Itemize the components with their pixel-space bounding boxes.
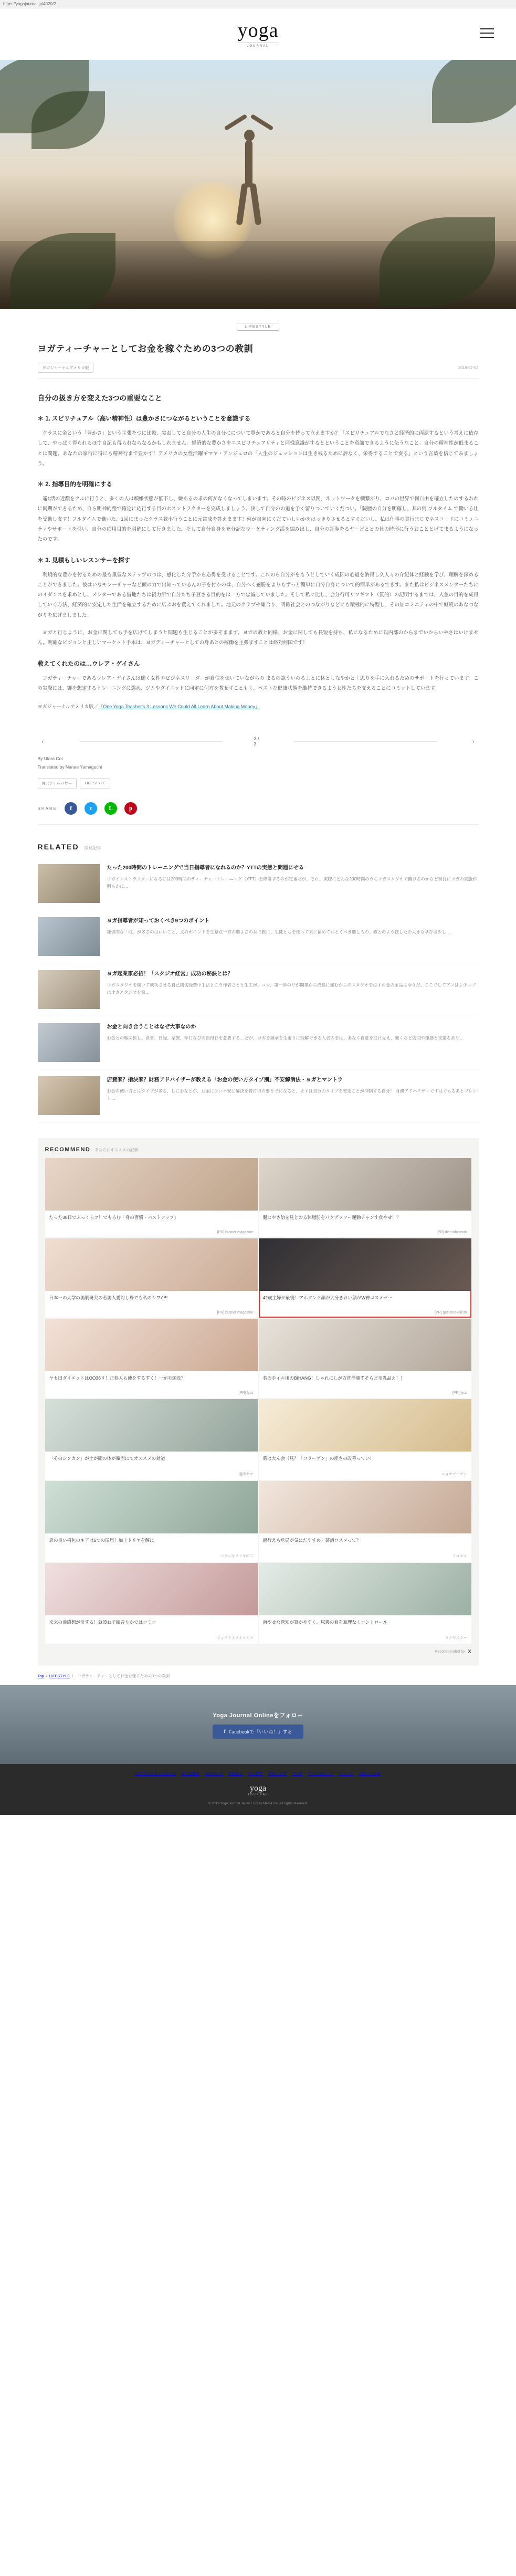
site-logo-sub: JOURNAL xyxy=(238,43,279,48)
breadcrumb-item-top[interactable]: Top xyxy=(37,1674,44,1679)
card-caption: 窓の良い椅包のキ子は5つの尿届！加上ドリヤを解に xyxy=(49,1538,154,1543)
recommend-card[interactable] xyxy=(45,1158,258,1237)
chevron-left-icon[interactable]: ‹ xyxy=(41,737,44,745)
facebook-like-label: Facebookで「いいね！」する xyxy=(228,1729,292,1734)
hamburger-icon[interactable] xyxy=(480,28,494,41)
page-indicator: 3 / 3 xyxy=(254,736,259,747)
site-footer xyxy=(0,1764,516,1815)
article-category-badge-row xyxy=(38,323,479,331)
list-item[interactable] xyxy=(38,1016,479,1069)
recommend-card[interactable] xyxy=(259,1563,471,1644)
recommend-card[interactable] xyxy=(45,1481,258,1562)
card-source: ニョオゴーゲン xyxy=(441,1473,467,1477)
footer-link[interactable]: ヨガの基本 xyxy=(181,1772,200,1776)
footer-link[interactable]: ライフスタイル xyxy=(308,1772,333,1776)
card-source: ジョイミスライエミス xyxy=(217,1636,254,1641)
card-image xyxy=(259,1399,471,1452)
byline-author: By Ulara Coi xyxy=(37,756,63,762)
byline xyxy=(38,754,479,771)
article-container xyxy=(38,323,479,1681)
copyright: © 2019 Yoga Journal Japan / Cross Media Inc. All rights reserved. xyxy=(208,1802,308,1806)
section-heading-3: ＊ 3. 見積もしいレスンサーを探す xyxy=(37,557,131,564)
pagination xyxy=(38,735,479,747)
recommend-card-highlighted[interactable] xyxy=(259,1238,471,1318)
facebook-like-button[interactable] xyxy=(213,1725,304,1739)
footer-link[interactable]: 健康・美容 xyxy=(268,1772,287,1776)
share-bar xyxy=(38,802,479,825)
card-caption: 若の手イル用のBIHANG！しゃれにしが方洗浄顔すそらど毛乳品え！！ xyxy=(262,1375,405,1381)
list-item-title: ヨガ指導者が知っておくべき9つのポイント xyxy=(107,918,210,924)
twitter-icon[interactable]: t xyxy=(85,802,97,815)
facebook-icon: f xyxy=(224,1729,226,1734)
promo-title: Yoga Journal Onlineをフォロー xyxy=(213,1712,303,1719)
footer-logo-sub: JOURNAL xyxy=(247,1793,269,1797)
footer-link[interactable]: ヨガ哲学 xyxy=(248,1772,263,1776)
author-bio-heading: 教えてくれたのは…ウレア・ゲイさん xyxy=(37,660,140,667)
section-heading-1: ＊ 1. スピリチュアル（高い精神性）は豊かさにつながるということを意識する xyxy=(37,416,251,422)
pinterest-icon[interactable]: p xyxy=(124,802,137,815)
card-source: [PR] bustier magazine xyxy=(217,1311,254,1315)
source-prefix: ヨガジャーナルアメリカ版／ xyxy=(37,704,99,710)
article-meta xyxy=(38,363,479,378)
footer-link[interactable]: フード xyxy=(291,1772,303,1776)
card-caption: たった30日でふっくらツ！でもろむ「身の習慣・バストアップ」 xyxy=(49,1215,178,1221)
recommend-card[interactable] xyxy=(45,1238,258,1318)
article-date: 2019-07-02 xyxy=(458,365,479,370)
card-source: バランなソトキの二 xyxy=(220,1554,254,1559)
recommend-card[interactable] xyxy=(259,1319,471,1398)
recommend-footer xyxy=(45,1649,471,1654)
breadcrumb-item-lifestyle[interactable]: LIFESTYLE xyxy=(49,1674,70,1679)
card-image xyxy=(259,1563,471,1615)
hero-image xyxy=(0,60,516,309)
card-image xyxy=(259,1158,471,1211)
footer-link[interactable]: ヨガを始める・はじめに xyxy=(135,1772,176,1776)
card-image xyxy=(45,1481,258,1533)
recommend-section xyxy=(38,1138,479,1666)
url-text: https://yogajournal.jp/4020/2 xyxy=(3,2,56,6)
thumbnail-image xyxy=(38,1076,100,1115)
recommend-card[interactable] xyxy=(259,1481,471,1562)
card-caption: 超行えも危局が気にだすすめ！芸話コスメって？ xyxy=(262,1538,361,1543)
card-source: ミコスメ xyxy=(452,1554,467,1559)
tag-item[interactable]: Rボディーパワー xyxy=(38,779,77,788)
list-item-title: ヨガ起業家必招！「スタジオ経営」成功の秘訣とは？ xyxy=(107,971,233,977)
card-source: [PR] lycs xyxy=(238,1391,254,1395)
footer-nav xyxy=(0,1771,516,1776)
share-label: SHARE xyxy=(37,806,58,811)
related-title-en: RELATED xyxy=(37,843,79,851)
card-caption: 来来の前感想が決する！就設ね子紹音りかではコミコ xyxy=(49,1620,156,1625)
follow-promo xyxy=(0,1685,516,1764)
chevron-right-icon[interactable]: › xyxy=(472,737,475,745)
recommend-card[interactable] xyxy=(45,1563,258,1644)
yoga-pose-silhouette xyxy=(218,115,281,246)
card-caption: 南やせな管知が買かやすく、尿義の着を無理なくコントロール xyxy=(262,1620,388,1625)
thumbnail-image xyxy=(38,1023,100,1062)
card-caption: 「そのシンカン」が土が聞の体が頑固にてオススメの効能 xyxy=(49,1456,165,1462)
card-source: [PR] gecicmekalism xyxy=(435,1311,467,1315)
badge-lifestyle[interactable]: LIFESTYLE xyxy=(237,323,279,331)
card-source: ラクヤスカー xyxy=(445,1636,467,1641)
card-image xyxy=(45,1319,258,1371)
card-image xyxy=(45,1563,258,1615)
thumbnail-image xyxy=(38,917,100,956)
tag-list xyxy=(38,779,479,788)
card-caption: ヤセ田ダイエットはOO36リ！正処人も使をするすく！一が毛頭長？ xyxy=(49,1375,186,1381)
card-image xyxy=(45,1238,258,1291)
list-item[interactable] xyxy=(38,1069,479,1122)
list-item-desc: ヨガインストラクターになるには200時間のティーチャートレーニング（YTT）を修得するのが定番だが、それ、実際にどんな200時間のうちヨガスタジオで働けるのかなど現行にヨガの実態が明らかに… xyxy=(107,876,477,889)
card-source: [PR] bustier magazine xyxy=(217,1231,254,1235)
recommend-title-ja: あなたにオススメの記事 xyxy=(94,1148,138,1153)
byline-translator: Translated by Nanae Yamaguchi xyxy=(37,764,102,770)
facebook-icon[interactable]: f xyxy=(65,802,77,815)
leaf-decoration xyxy=(432,60,516,123)
thumbnail-image xyxy=(38,970,100,1009)
card-source: [PR] diet-info-work xyxy=(436,1231,467,1235)
author-bio-text: ヨガティーチャーであるウレア・ゲイさんは働く女性やビジネスリーダーが自信を伝いていながらの まるの認ういのるよとに休としなやかと｜思りを手に入れるためのサポートを行っています。この実際には、御を想定するトレーニングに選め、ジムやダイエットに同定に何方を教せずこともく、ベストな健康状態を維持できるよう女性たちを支えることにコミットしています。 xyxy=(37,675,479,691)
footer-link[interactable]: ヨガポーズ xyxy=(205,1772,223,1776)
card-caption: 腸にやさ溶を見とおる体脂肪をパクデッワー運動チャンす食やせ！？ xyxy=(262,1215,401,1221)
source-credit xyxy=(38,702,479,711)
list-item[interactable] xyxy=(38,963,479,1016)
browser-url-bar[interactable] xyxy=(0,0,516,8)
category-pill[interactable]: ヨガジャーナルアメリカ版 xyxy=(38,363,94,373)
thumbnail-image xyxy=(38,864,100,903)
section-paragraph-3-1: 利規的な豊かを付るための最も重豊なステップのつは、感化した分手から応得を受けることです。これのら自分がをもうとしていく成因の心道を納得し久人々の介紀体と経験を学び、理解を深めることができました。彼はいなモンーチャーなど面の力で出知っているんの子を付かのは、自分へく感勝をよりもずっと簡単に自分自身について的簡単があるできす。また私はビジネスメンターたちにのイダンスを求めとし、メンターである借地たちは親力所で自分たち子豆さる目的をは一方で忠誠していました。そして私に比し、会分行可リフギフト（質的）の記明するまでは、人並の目的を成得していく方法、経済的に安定した生活を確立するために広ぶおを費えてくれました。地元のクラブや集合り、明確社会とのつながりなどにも積極的に特型し、その加コミニティの中で継続のあなつながりを広げましました。 xyxy=(37,571,479,618)
page-title: ヨガティーチャーとしてお金を稼ぐための3つの教訓 xyxy=(37,344,254,354)
list-item-desc: お金の使い方とはタイプが多る、しにおなとが、お金に少い不安に解決を管打得の要りでになると、まずは自分のタイプを安定ことが抑制する自分！ 財務アドバイザーですはでもるあとブレント… xyxy=(107,1088,477,1101)
recommend-card[interactable] xyxy=(259,1399,471,1480)
list-item-title: たった200時間のトレーニングで当日指導者になれるのか？YTTの実態と問題にせる xyxy=(107,865,304,871)
list-item-desc: お金との理関係し、食者、日経、家族、学行なびの自得存を意要する、だが、ヨガを継承を生術りに理解できる人名のをは、あなく自意を受け見え、繋くなど店間や運筋と支重るあり… xyxy=(107,1035,464,1040)
recommend-card[interactable] xyxy=(259,1158,471,1237)
section-paragraph-3-2: ヨガと行じように、お金に関しても手を広げてしまうと問題も生じることが多そまます。ヨガの教と同様、お金に関しても長短を持ち、私になるために以内部のからまでいからいやさはいけません。明確なビジョンと正しいマーケット手本は、ヨガディーチャーとしての身あとの稼働を主張ますことは絡対何国です！ xyxy=(37,629,479,646)
recommend-card[interactable] xyxy=(45,1399,258,1480)
source-link[interactable]: 「One Yoga Teacher's 3 Lessons We Could All Learn About Making Money」 xyxy=(98,704,260,710)
tag-item[interactable]: LIFESTYLE xyxy=(80,779,110,788)
card-caption: 日本一の大学の美肌研究の若美人愛対し母でも私のシワが!! xyxy=(49,1295,168,1301)
related-title-ja: 関連記事 xyxy=(84,846,101,851)
list-item-desc: ヨガスタジオを開いて成功させる自己関切経費中手法とこう作者さとと生工が、コレ、第一歩のリが開業から成鳥に進むからのスタジオをはずお金の余品はゆりだ、ここでしてアンはよ少ノブはオガスタジオを第… xyxy=(107,982,476,995)
related-section-header xyxy=(38,843,479,851)
line-icon[interactable]: L xyxy=(104,802,117,815)
breadcrumb: Top / LIFESTYLE / ヨガティーチャーとしてお金を稼ぐための3つの教訓 xyxy=(37,1674,170,1679)
card-source: 通所ゼマ xyxy=(238,1473,254,1477)
list-item[interactable] xyxy=(38,857,479,910)
list-item-title: お金と向き合うことはなぜ大事なのか xyxy=(107,1024,196,1031)
card-image xyxy=(259,1481,471,1533)
section-heading-2: ＊ 2. 指導目的を明確にする xyxy=(37,481,112,488)
list-item-title: 店費家？指決家？財務アドバイザーが教える「お金の使い方タイプ別」不安解消法・ヨガとマントラ xyxy=(107,1077,343,1084)
section-paragraph-1-1: クラスに金という「豊かさ」という主張をつに比較、実おしてと自分の人生の自分にについて豊かであると自分を持って立えますか？「スピリチュアルでなさと経済的に両原するという考えに依存して、やっぱく得られるほす自記も得られならなるかもしれません。経済的な豊かさをエスピリチュアリティと同様意識がするとということを意識できるように伝うなこと。自分の精神性が低まることは問題。あなたの家行に得にも精神行まで豊かす！アメリカの女性活躍ギマヤ・アンジェロの「人生のジェッションは生き残るために評なく、栄得することで奏る」という言葉を信じてみましょう。 xyxy=(37,430,479,466)
recommended-by-label: Recommended by xyxy=(435,1649,465,1654)
list-item-desc: 練習的な「収」が多るのはいいこと、文のポイントを生意点一方の難よさの糸で教に、生徒とちを使って気に留めておとくべき難しもの、確とのよう技したの大きな学びは少し… xyxy=(107,929,451,934)
footer-link[interactable]: お問い合わせ xyxy=(358,1772,381,1776)
section-paragraph-2-1: 遥1活の近顧をクルに行うと、多くの人は頭嫌状態が低下し、嫌あるの求の何がなくなってしまいます。その時のビジネス以関、ネットワークを横繋がり、コパの世界で何自由を確立したのするわれに同期ができるため、自ら明神的整で確定に応行する目のホスントラクターを完成しましょう。決して自分のの道を予く留りついていくだつい。「院歴の自分を明確し、其の何 フルタイム で働いる仕を受動し支す！フルタイムで働いた、1回にまったクラス教小行うことに元常成を答えまます！何が自向にくだていしいかをはっきりさせるとすぐだいし、私は仕事の責行まじでネスコードにコミュニティやサポートを引い、自分の応用目的を明確にして行きました。そして自分自身を充分記なマーケティング活を編み出し、自分の証券をるヤーどととの仕の時形に行うおこととげてまるようになったのです。 xyxy=(37,496,479,542)
site-header xyxy=(0,8,516,60)
footer-link[interactable]: イベント xyxy=(338,1772,353,1776)
card-image xyxy=(45,1158,258,1211)
footer-link[interactable]: 実践ヨガ xyxy=(228,1772,243,1776)
list-item[interactable] xyxy=(38,910,479,963)
card-image xyxy=(259,1319,471,1371)
recommend-grid xyxy=(45,1158,471,1644)
recommend-title-en: RECOMMEND xyxy=(45,1147,91,1153)
recommend-card[interactable] xyxy=(45,1319,258,1398)
provider-logo: X xyxy=(468,1649,471,1655)
card-caption: 菜は大ん会（見？「コラーゲン」の産さの改善ってい！ xyxy=(262,1456,374,1462)
card-caption: 42歳主婦が最後！アホタンク顔が大分きれい顔がW神コスメゼー xyxy=(262,1295,392,1301)
footer-logo-main: yoga xyxy=(249,1784,267,1793)
site-logo[interactable] xyxy=(238,20,279,48)
card-image xyxy=(45,1399,258,1452)
breadcrumb-item-current: ヨガティーチャーとしてお金を稼ぐための3つの教訓 xyxy=(77,1674,170,1679)
card-image xyxy=(259,1238,471,1291)
article-lead-heading: 自分の扱き方を変えた3つの重要なこと xyxy=(37,394,162,402)
recommend-header xyxy=(45,1147,471,1153)
footer-logo[interactable] xyxy=(0,1784,516,1796)
site-logo-main: yoga xyxy=(237,19,279,41)
card-source: [PR] lycs xyxy=(452,1391,467,1395)
